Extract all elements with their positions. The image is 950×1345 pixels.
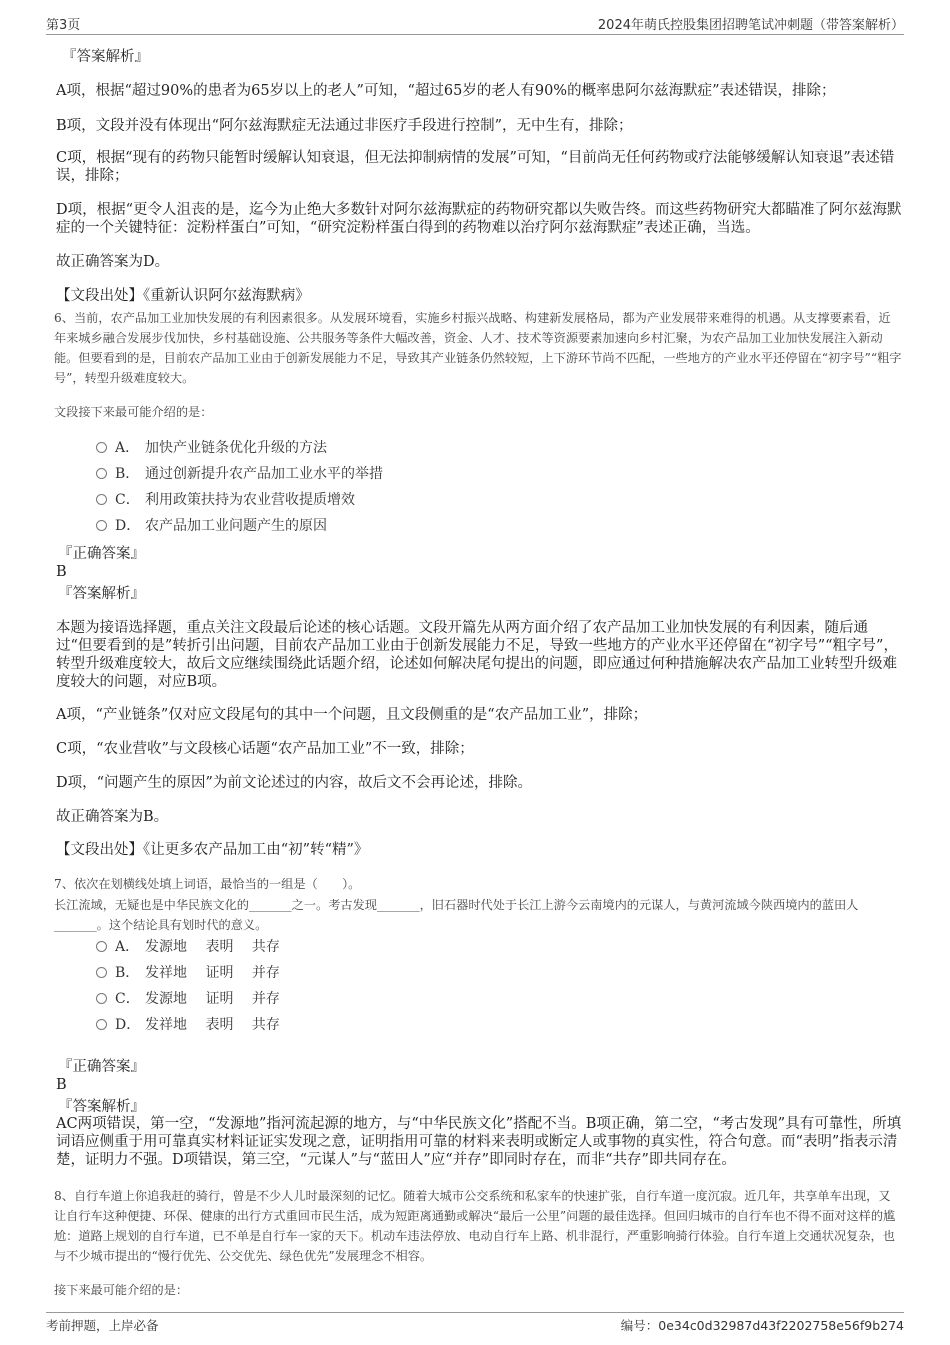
- document-title: 2024年萌氏控股集团招聘笔试冲刺题（带答案解析）: [597, 18, 904, 33]
- q7-correct-answer: B: [56, 1077, 67, 1093]
- q5-conclusion: 故正确答案为D。: [56, 254, 170, 270]
- q6-analysis: 本题为接语选择题，重点关注文段最后论述的核心话题。文段开篇先从两方面介绍了农产品加工业加快发展的有利因素，随后通过“但要看到的是”转折引出问题，目前农产品加工业由于创新发展能力不足，导致一些地方的产业水平还停留在“初字号”“粗字号”，转型升级难度较大，故后文应继续围绕此话题介绍，论述如何解决尾句提出的问题，即应通过何种措施解决农产品加工业转型升级难度较大的问题，对应B项。: [56, 620, 898, 690]
- q6-conclusion: 故正确答案为B。: [56, 809, 169, 825]
- q5-analysis-d: D项，根据“更令人沮丧的是，迄今为止绝大多数针对阿尔兹海默症的药物研究都以失败告终。而这些药物研究大都瞄准了阿尔兹海默症的一个关键特征：淀粉样蛋白”可知，“研究淀粉样蛋白得到的药物难以治疗阿尔兹海默症”表述正确，当选。: [56, 202, 902, 236]
- q6-correct-answer: B: [56, 564, 67, 580]
- radio-icon[interactable]: [96, 442, 107, 453]
- radio-icon[interactable]: [96, 1019, 107, 1030]
- radio-icon[interactable]: [96, 520, 107, 531]
- q7-option-c[interactable]: C． 发源地 证明 并存: [96, 989, 280, 1009]
- q8-stem: 8、自行车道上你追我赶的骑行，曾是不少人儿时最深刻的记忆。随着大城市公交系统和私家车的快速扩张，自行车道一度沉寂。近几年，共享单车出现，又让自行车这种便捷、环保、健康的出行方式重回市民生活，成为短距离通勤或解决“最后一公里”问题的最佳选择。但回归城市的自行车也不得不面对这样的尴尬：道路上规划的自行车道，已不单是自行车一家的天下。机动车违法停放、电动自行车上路、机非混行，严重影响骑行体验。自行车道上交通状况复杂，也与不少城市提出的“慢行优先、公交优先、绿色优先”发展理念不相容。: [54, 1189, 896, 1263]
- q6-option-a[interactable]: A． 加快产业链条优化升级的方法: [96, 438, 327, 458]
- footer-slogan: 考前押题，上岸必备: [46, 1318, 159, 1333]
- radio-icon[interactable]: [96, 468, 107, 479]
- q7-passage: 长江流域，无疑也是中华民族文化的_______之一。考古发现_______，旧石器时代处于长江上游今云南境内的元谋人，与黄河流域今陕西境内的蓝田人_______。这个结论具有划时代的意义。: [54, 898, 859, 932]
- q6-analysis-a: A项，“产业链条”仅对应文段尾句的其中一个问题，且文段侧重的是“农产品加工业”，排除；: [56, 707, 648, 723]
- q5-analysis-a: A项，根据“超过90%的患者为65岁以上的老人”可知，“超过65岁的老人有90%的概率患阿尔兹海默症”表述错误，排除；: [56, 83, 836, 99]
- q5-analysis-b: B项，文段并没有体现出“阿尔兹海默症无法通过非医疗手段进行控制”，无中生有，排除；: [56, 118, 633, 134]
- q5-source: 【文段出处】《重新认识阿尔兹海默病》: [56, 288, 310, 304]
- radio-icon[interactable]: [96, 993, 107, 1004]
- q7-analysis-label: 『答案解析』: [58, 1099, 145, 1115]
- q6-option-d[interactable]: D． 农产品加工业问题产生的原因: [96, 516, 327, 536]
- q7-analysis: AC两项错误，第一空，“发源地”指河流起源的地方，与“中华民族文化”搭配不当。B项正确，第二空，“考古发现”具有可靠性，所填词语应侧重于用可靠真实材料证证实发现之意，证明指用可靠的材料来表明或断定人或事物的真实性，符合句意。而“表明”指表示清楚，证明力不强。D项错误，第三空，“元谋人”与“蓝田人”应“并存”即同时存在，而非“共存”即共同存在。: [56, 1116, 902, 1168]
- page-footer: [46, 1312, 904, 1336]
- radio-icon[interactable]: [96, 494, 107, 505]
- q6-source: 【文段出处】《让更多农产品加工由“初”转“精”》: [56, 842, 369, 858]
- q7-option-b[interactable]: B． 发祥地 证明 并存: [96, 963, 280, 983]
- q6-analysis-d: D项，“问题产生的原因”为前文论述过的内容，故后文不会再论述，排除。: [56, 775, 532, 791]
- document-id: 编号：0e34c0d32987d43f2202758e56f9b274: [620, 1318, 904, 1333]
- q6-prompt: 文段接下来最可能介绍的是：: [54, 405, 213, 419]
- q7-stem: 7、依次在划横线处填上词语，最恰当的一组是（ ）。: [54, 877, 361, 891]
- radio-icon[interactable]: [96, 941, 107, 952]
- q6-analysis-c: C项，“农业营收”与文段核心话题“农产品加工业”不一致，排除；: [56, 741, 474, 757]
- q7-correct-label: 『正确答案』: [58, 1059, 145, 1075]
- q5-analysis-label: 『答案解析』: [62, 49, 149, 65]
- q7-option-d[interactable]: D． 发祥地 表明 共存: [96, 1015, 280, 1035]
- q6-stem: 6、当前，农产品加工业加快发展的有利因素很多。从发展环境看，实施乡村振兴战略、构建新发展格局，都为产业发展带来难得的机遇。从支撑要素看，近年来城乡融合发展步伐加快，乡村基础设施、公共服务等条件大幅改善，资金、人才、技术等资源要素加速向乡村汇聚，为农产品加工业加快发展注入新动能。但要看到的是，目前农产品加工业由于创新发展能力不足，导致其产业链条仍然较短，上下游环节尚不匹配，一些地方的产业水平还停留在“初字号”“粗字号”，转型升级难度较大。: [54, 311, 902, 385]
- page-header: [46, 14, 904, 35]
- page-number: 第3页: [46, 18, 81, 33]
- q6-analysis-label: 『答案解析』: [58, 586, 145, 602]
- q6-option-b[interactable]: B． 通过创新提升农产品加工业水平的举措: [96, 464, 383, 484]
- q8-prompt: 接下来最可能介绍的是：: [54, 1283, 189, 1297]
- q5-analysis-c: C项，根据“现有的药物只能暂时缓解认知衰退，但无法抑制病情的发展”可知，“目前尚无任何药物或疗法能够缓解认知衰退”表述错误，排除；: [56, 150, 895, 184]
- radio-icon[interactable]: [96, 967, 107, 978]
- q6-option-c[interactable]: C． 利用政策扶持为农业营收提质增效: [96, 490, 355, 510]
- q6-correct-label: 『正确答案』: [58, 546, 145, 562]
- q7-option-a[interactable]: A． 发源地 表明 共存: [96, 937, 280, 957]
